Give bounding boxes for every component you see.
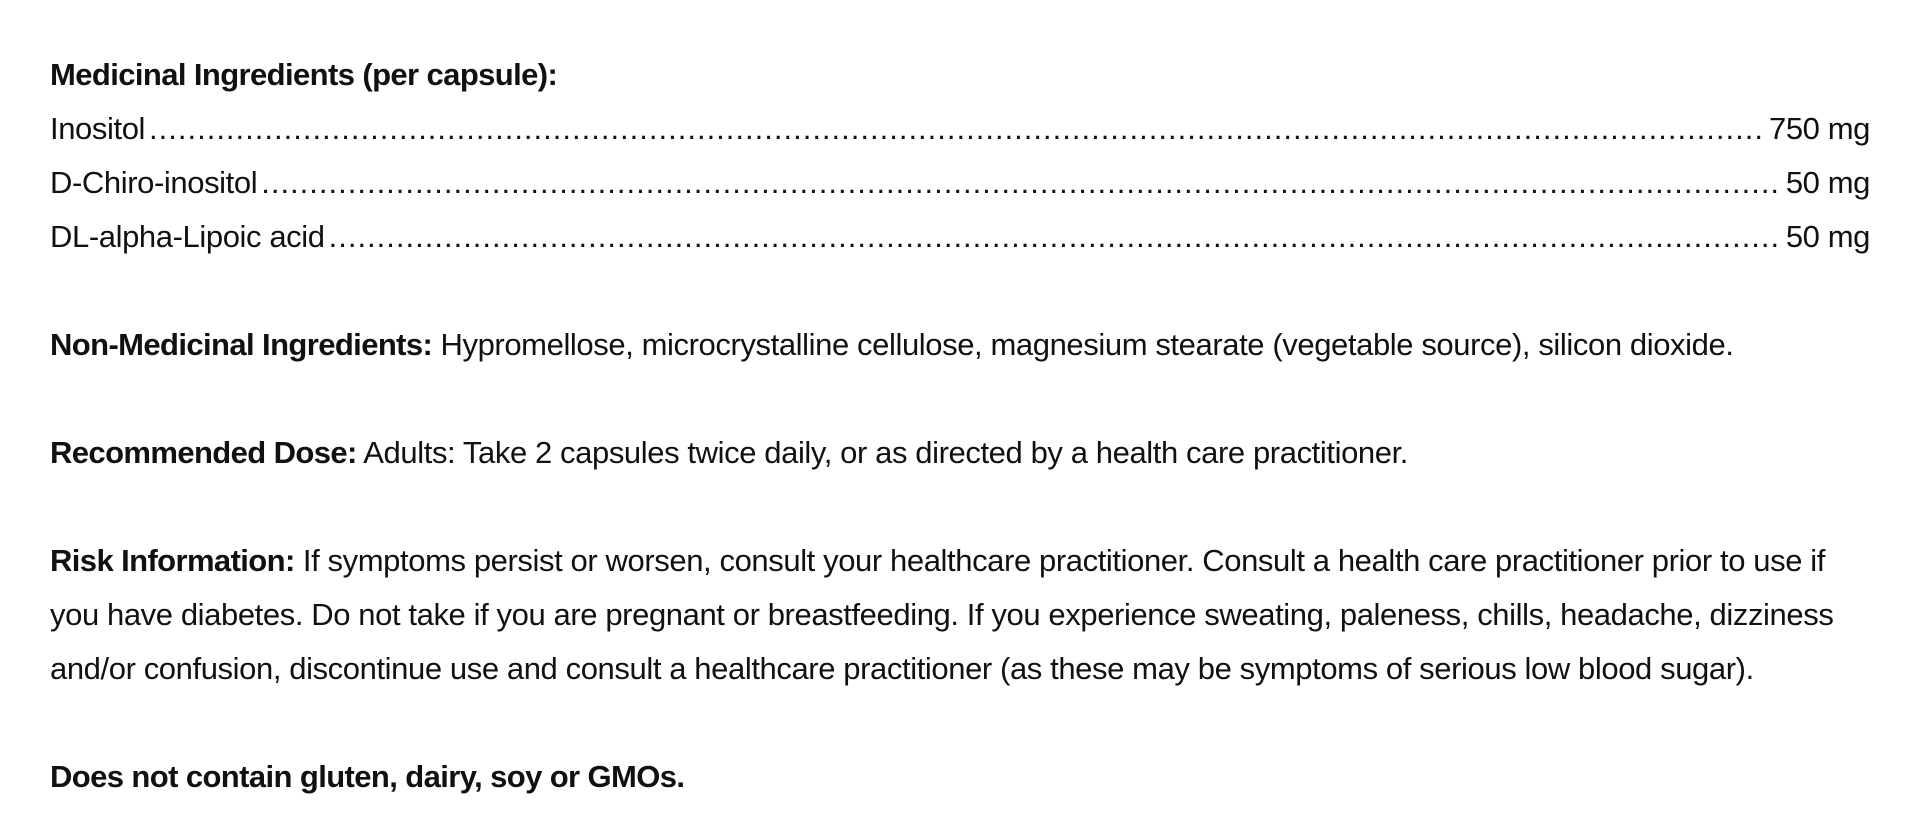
product-label-text xyxy=(50,48,1870,804)
ingredient-row xyxy=(50,210,1870,264)
ingredient-amount: 50 mg xyxy=(1785,219,1870,254)
medicinal-ingredients-heading: Medicinal Ingredients (per capsule): xyxy=(50,57,558,92)
ingredient-name: D-Chiro-inositol xyxy=(50,165,258,200)
dot-leader xyxy=(149,102,1765,156)
ingredient-name: Inositol xyxy=(50,111,146,146)
medicinal-ingredients-section xyxy=(50,48,1870,102)
recommended-dose-label: Recommended Dose: xyxy=(50,435,357,470)
ingredient-amount: 50 mg xyxy=(1785,165,1870,200)
dot-leader xyxy=(261,156,1782,210)
ingredient-amount: 750 mg xyxy=(1769,111,1870,146)
recommended-dose-paragraph xyxy=(50,426,1870,480)
risk-information-text: If symptoms persist or worsen, consult your healthcare practitioner. Consult a health care practitioner prior to use if you have diabetes. Do not take if you are pregnant or breastfeeding. If you experience sweating, paleness, chills, headache, dizziness and/or confusion, discontinue use and consult a healthcare practitioner (as these may be symptoms of serious low blood sugar). xyxy=(50,543,1834,686)
ingredient-name: DL-alpha-Lipoic acid xyxy=(50,219,325,254)
dot-leader xyxy=(329,210,1782,264)
non-medicinal-ingredients-paragraph xyxy=(50,318,1870,372)
ingredient-row xyxy=(50,102,1870,156)
risk-information-label: Risk Information: xyxy=(50,543,295,578)
allergen-statement: Does not contain gluten, dairy, soy or GMOs. xyxy=(50,759,685,794)
allergen-statement-paragraph xyxy=(50,750,1870,804)
recommended-dose-text: Adults: Take 2 capsules twice daily, or as directed by a health care practitioner. xyxy=(363,435,1409,470)
risk-information-paragraph xyxy=(50,534,1870,696)
non-medicinal-ingredients-text: Hypromellose, microcrystalline cellulose, magnesium stearate (vegetable source), silicon dioxide. xyxy=(440,327,1734,362)
non-medicinal-ingredients-label: Non-Medicinal Ingredients: xyxy=(50,327,433,362)
ingredient-row xyxy=(50,156,1870,210)
